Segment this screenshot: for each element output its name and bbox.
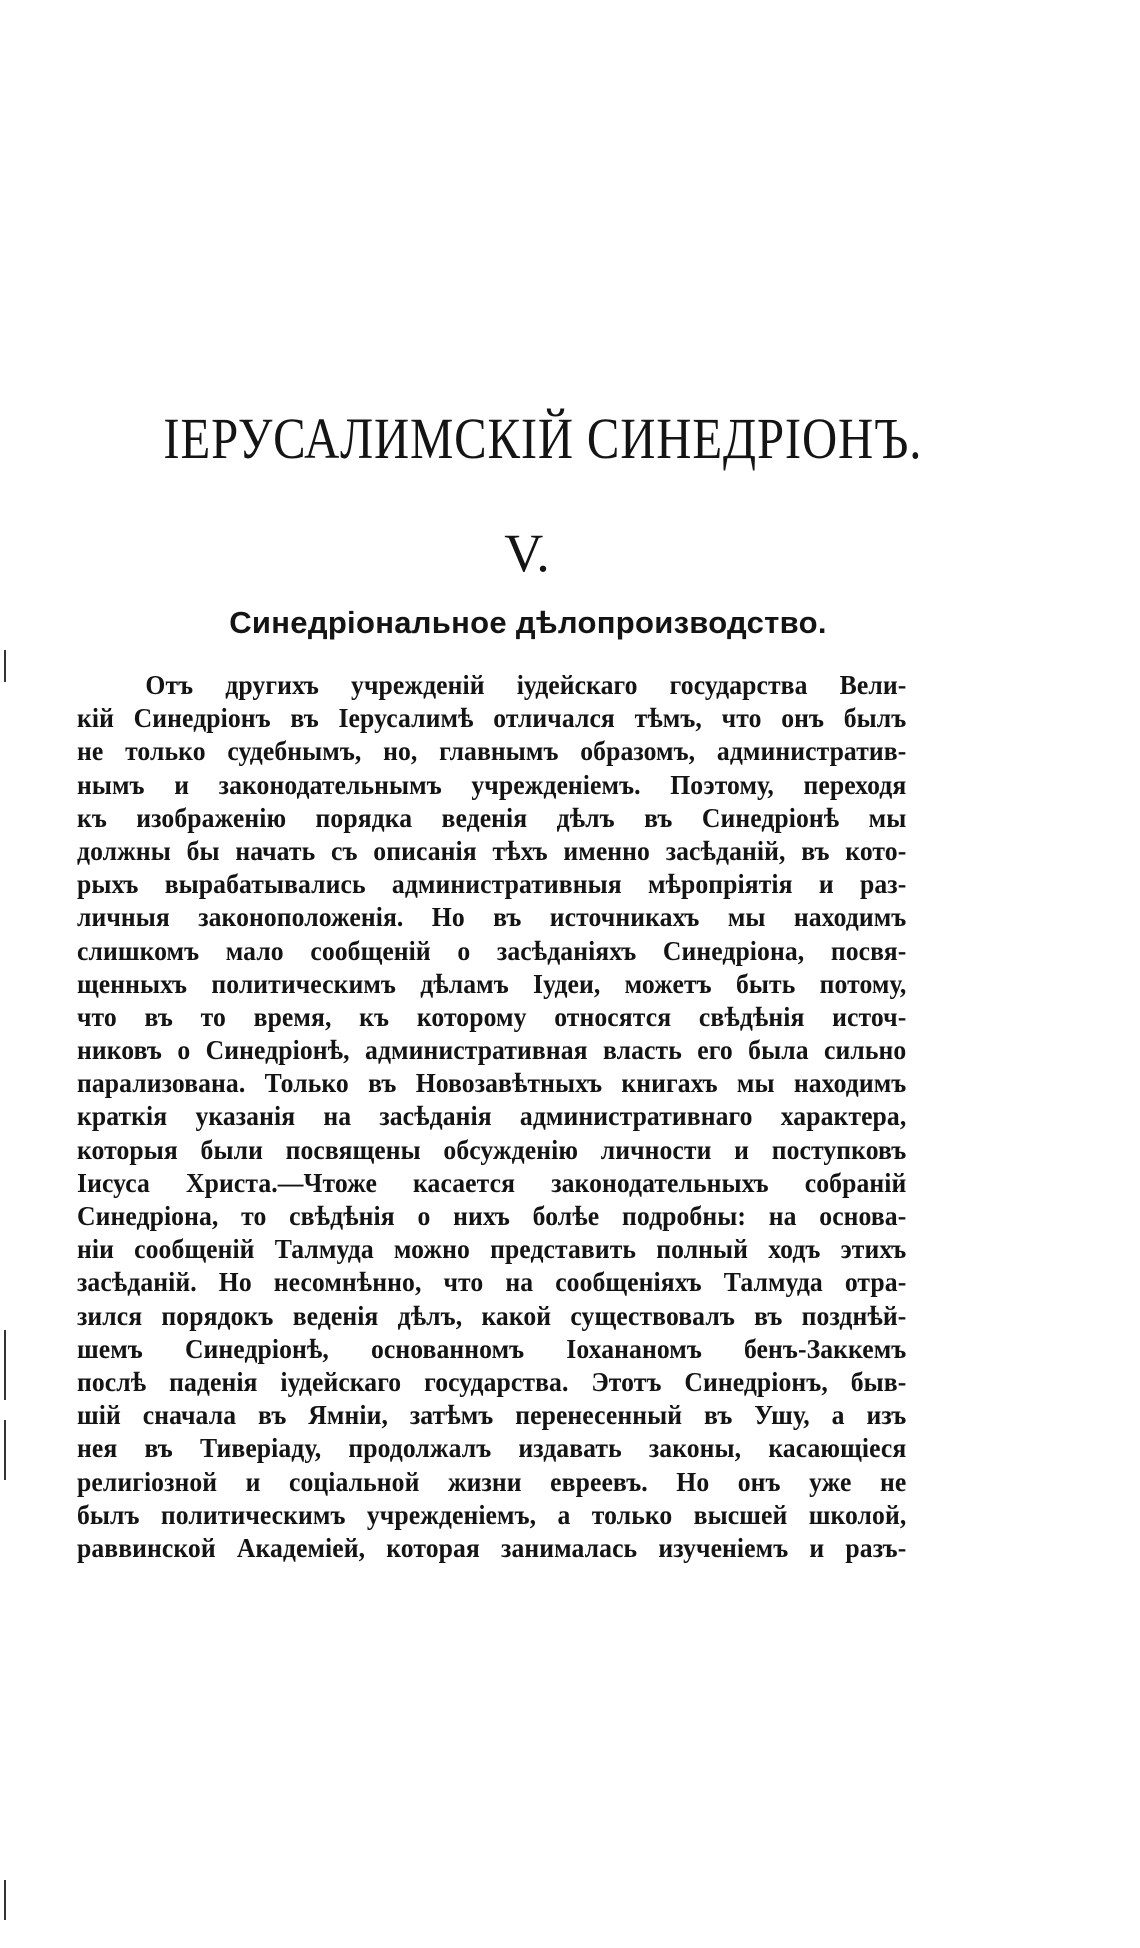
text-line: Синедріона, то свѣдѣнія о нихъ болѣе подробны: на основа- bbox=[77, 1201, 907, 1231]
text-line: шемъ Синедріонѣ, основанномъ Іохананомъ бенъ-Заккемъ bbox=[77, 1333, 907, 1364]
text-line: не только судебнымъ, но, главнымъ образомъ, административ- bbox=[77, 736, 907, 767]
section-number: V. bbox=[504, 523, 550, 583]
text-line: личныя законоположенія. Но въ источникахъ мы находимъ bbox=[77, 902, 907, 933]
text-line: засѣданій. Но несомнѣнно, что на сообщеніяхъ Талмуда отра- bbox=[77, 1267, 907, 1298]
text-line: шій сначала въ Ямніи, затѣмъ перенесенный въ Ушу, а изъ bbox=[77, 1400, 907, 1431]
text-line: кій Синедріонъ въ Іерусалимѣ отличался тѣмъ, что онъ былъ bbox=[77, 703, 907, 734]
text-line: Іисуса Христа.—Чтоже касается законодательныхъ собраній bbox=[77, 1167, 907, 1198]
text-line: должны бы начать съ описанія тѣхъ именно засѣданій, въ кото- bbox=[77, 835, 907, 866]
text-line: парализована. Только въ Новозавѣтныхъ книгахъ мы находимъ bbox=[77, 1068, 907, 1099]
text-line: послѣ паденія іудейскаго государства. Этотъ Синедріонъ, быв- bbox=[77, 1366, 907, 1397]
scan-margin-mark bbox=[4, 1880, 6, 1920]
text-line: зился порядокъ веденія дѣлъ, какой существовалъ въ позднѣй- bbox=[77, 1300, 907, 1331]
text-line: щенныхъ политическимъ дѣламъ Іудеи, можетъ быть потому, bbox=[77, 968, 907, 999]
text-line: которыя были посвящены обсужденію личности и поступковъ bbox=[77, 1134, 907, 1165]
text-line: никовъ о Синедріонѣ, административная власть его была сильно bbox=[77, 1035, 907, 1066]
text-line: къ изображенію порядка веденія дѣлъ въ Синедріонѣ мы bbox=[77, 802, 907, 833]
section-heading: Синедріональное дѣлопроизводство. bbox=[229, 605, 827, 640]
text-line: слишкомъ мало сообщеній о засѣданіяхъ Синедріона, посвя- bbox=[77, 935, 907, 966]
scan-margin-mark bbox=[4, 1420, 6, 1480]
scan-margin-mark bbox=[4, 1330, 6, 1400]
chapter-title: ІЕРУСАЛИМСКІЙ СИНЕДРІОНЪ. bbox=[163, 406, 923, 471]
text-line: раввинской Академіей, которая занималась изученіемъ и разъ- bbox=[77, 1532, 907, 1563]
text-line: рыхъ вырабатывались административныя мѣропріятія и раз- bbox=[77, 869, 907, 900]
text-line: былъ политическимъ учрежденіемъ, а только высшей школой, bbox=[77, 1499, 907, 1530]
text-line: Отъ другихъ учрежденій іудейскаго государства Вели- bbox=[145, 670, 907, 700]
body-paragraph bbox=[77, 669, 907, 1565]
text-line: нея въ Тиверіаду, продолжалъ издавать законы, касающіеся bbox=[77, 1433, 907, 1464]
text-line: что въ то время, къ которому относятся свѣдѣнія источ- bbox=[77, 1001, 907, 1032]
scan-margin-mark bbox=[4, 650, 6, 682]
text-line: ніи сообщеній Талмуда можно представить полный ходъ этихъ bbox=[77, 1234, 907, 1265]
text-line: религіозной и соціальной жизни евреевъ. Но онъ уже не bbox=[77, 1466, 907, 1497]
text-line: краткія указанія на засѣданія административнаго характера, bbox=[77, 1101, 907, 1132]
text-line: нымъ и законодательнымъ учрежденіемъ. Поэтому, переходя bbox=[77, 769, 907, 800]
